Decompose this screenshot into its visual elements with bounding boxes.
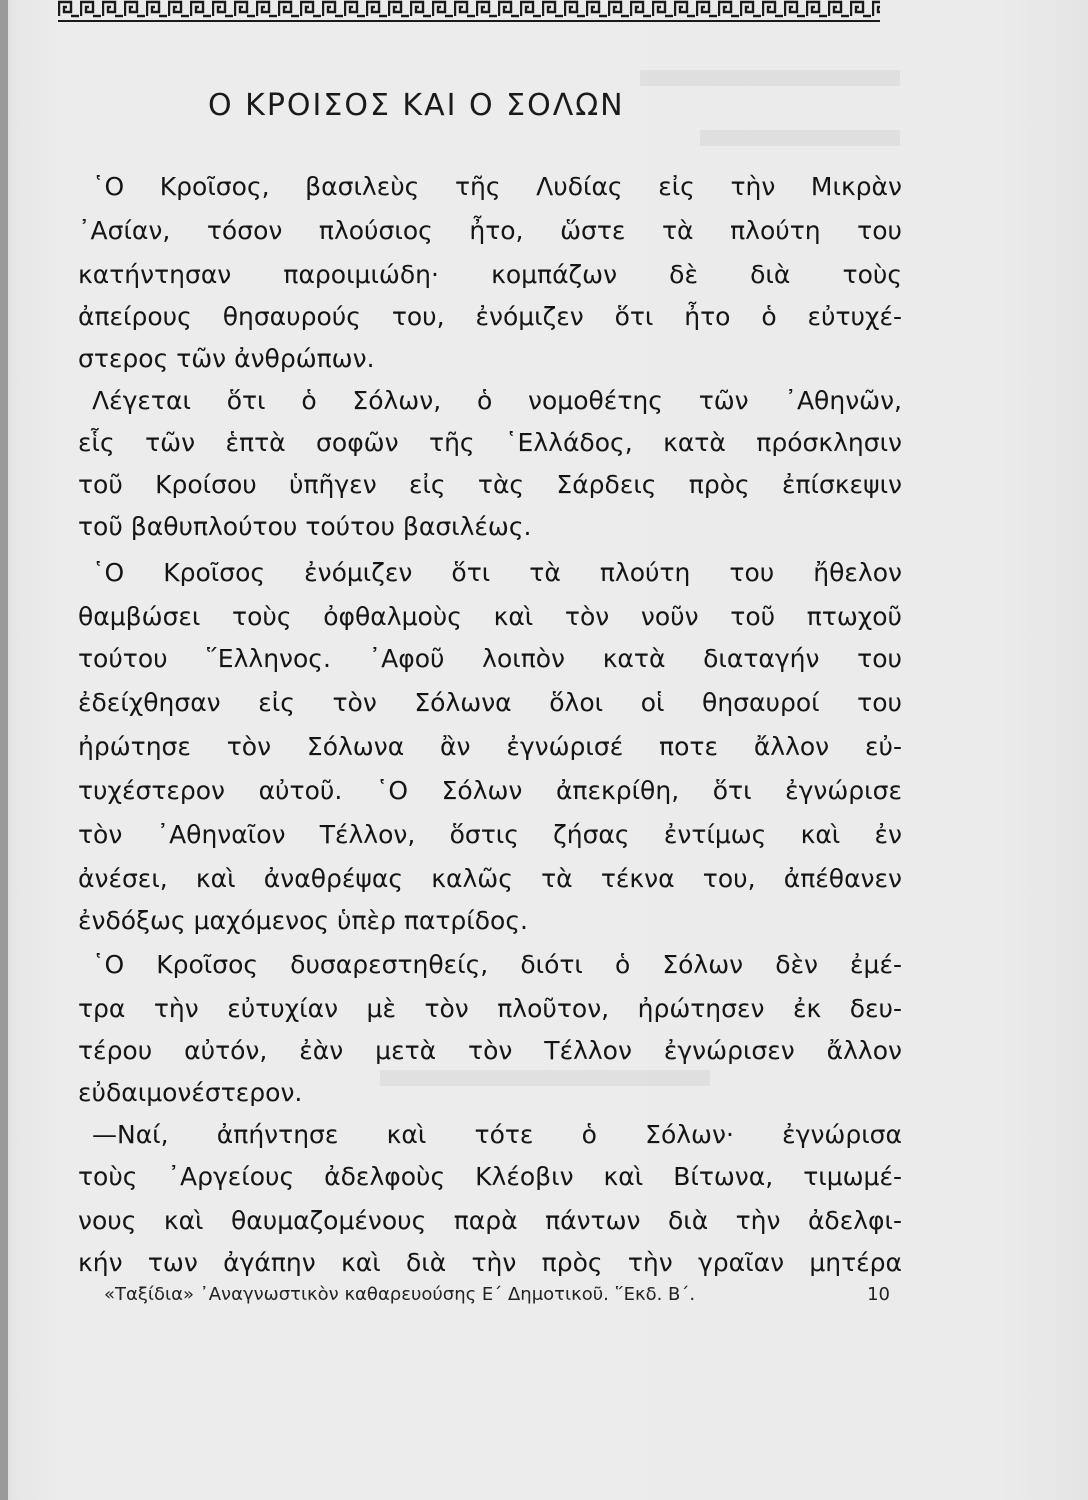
- text-line: τυχέστερον αὐτοῦ. ῾Ο Σόλων ἀπεκρίθη, ὅτι ἐγνώρισε: [78, 776, 902, 805]
- text-line: ἀπείρους θησαυρούς του, ἐνόμιζεν ὅτι ἦτο ὁ εὐτυχέ-: [78, 302, 902, 331]
- text-line: ῾Ο Κροῖσος, βασιλεὺς τῆς Λυδίας εἰς τὴν Μικρὰν: [92, 172, 902, 201]
- text-line: στερος τῶν ἀνθρώπων.: [78, 344, 375, 373]
- page-number: 10: [867, 1284, 890, 1305]
- footer-caption: «Ταξίδια» ᾿Αναγνωστικὸν καθαρευούσης Ε΄ Δημοτικοῦ. ῞Εκδ. Β΄.: [104, 1284, 696, 1305]
- greek-key-border: [58, 0, 880, 24]
- text-line: ἐνδόξως μαχόμενος ὑπὲρ πατρίδος.: [78, 906, 528, 935]
- text-line: εὐδαιμονέστερον.: [78, 1078, 303, 1107]
- text-line: τὸν ᾿Αθηναῖον Τέλλον, ὅστις ζήσας ἐντίμως καὶ ἐν: [78, 820, 902, 849]
- text-line: εἷς τῶν ἑπτὰ σοφῶν τῆς ῾Ελλάδος, κατὰ πρόσκλησιν: [78, 428, 902, 457]
- text-line: θαμβώσει τοὺς ὀφθαλμοὺς καὶ τὸν νοῦν τοῦ πτωχοῦ: [78, 602, 902, 631]
- bleed-through-shadow: [640, 70, 900, 86]
- text-line: ῾Ο Κροῖσος ἐνόμιζεν ὅτι τὰ πλούτη του ἤθελον: [92, 558, 902, 587]
- text-line: ᾿Ασίαν, τόσον πλούσιος ἦτο, ὥστε τὰ πλούτη του: [78, 216, 902, 245]
- text-line: Λέγεται ὅτι ὁ Σόλων, ὁ νομοθέτης τῶν ᾿Αθηνῶν,: [92, 386, 902, 415]
- chapter-title: Ο ΚΡΟΙΣΟΣ ΚΑΙ Ο ΣΟΛΩΝ: [208, 88, 625, 123]
- text-line: —Ναί, ἀπήντησε καὶ τότε ὁ Σόλων· ἐγνώρισα: [92, 1120, 902, 1149]
- text-line: νους καὶ θαυμαζομένους παρὰ πάντων διὰ τὴν ἀδελφι-: [78, 1206, 902, 1235]
- text-line: τρα τὴν εὐτυχίαν μὲ τὸν πλοῦτον, ἠρώτησεν ἐκ δευ-: [78, 994, 902, 1023]
- page-binding-edge: [0, 0, 8, 1500]
- text-line: τέρου αὐτόν, ἐὰν μετὰ τὸν Τέλλον ἐγνώρισεν ἄλλον: [78, 1036, 902, 1065]
- text-line: τούτου ῞Ελληνος. ᾿Αφοῦ λοιπὸν κατὰ διαταγήν του: [78, 644, 902, 673]
- text-line: τοῦ Κροίσου ὑπῆγεν εἰς τὰς Σάρδεις πρὸς ἐπίσκεψιν: [78, 470, 902, 499]
- text-line: τοὺς ᾿Αργείους ἀδελφοὺς Κλέοβιν καὶ Βίτωνα, τιμωμέ-: [78, 1162, 902, 1191]
- text-line: ἐδείχθησαν εἰς τὸν Σόλωνα ὅλοι οἱ θησαυροί του: [78, 688, 902, 717]
- text-line: ἀνέσει, καὶ ἀναθρέψας καλῶς τὰ τέκνα του, ἀπέθανεν: [78, 864, 902, 893]
- text-line: τοῦ βαθυπλούτου τούτου βασιλέως.: [78, 512, 532, 541]
- text-line: κατήντησαν παροιμιώδη· κομπάζων δὲ διὰ τοὺς: [78, 260, 902, 289]
- text-line: ῾Ο Κροῖσος δυσαρεστηθείς, διότι ὁ Σόλων δὲν ἐμέ-: [92, 950, 902, 979]
- text-line: κήν των ἀγάπην καὶ διὰ τὴν πρὸς τὴν γραῖαν μητέρα: [78, 1248, 902, 1277]
- bleed-through-shadow: [700, 130, 900, 146]
- page-footer: [104, 1284, 890, 1305]
- greek-key-pattern: [58, 0, 880, 24]
- text-line: ἠρώτησε τὸν Σόλωνα ἂν ἐγνώρισέ ποτε ἄλλον εὐ-: [78, 732, 902, 761]
